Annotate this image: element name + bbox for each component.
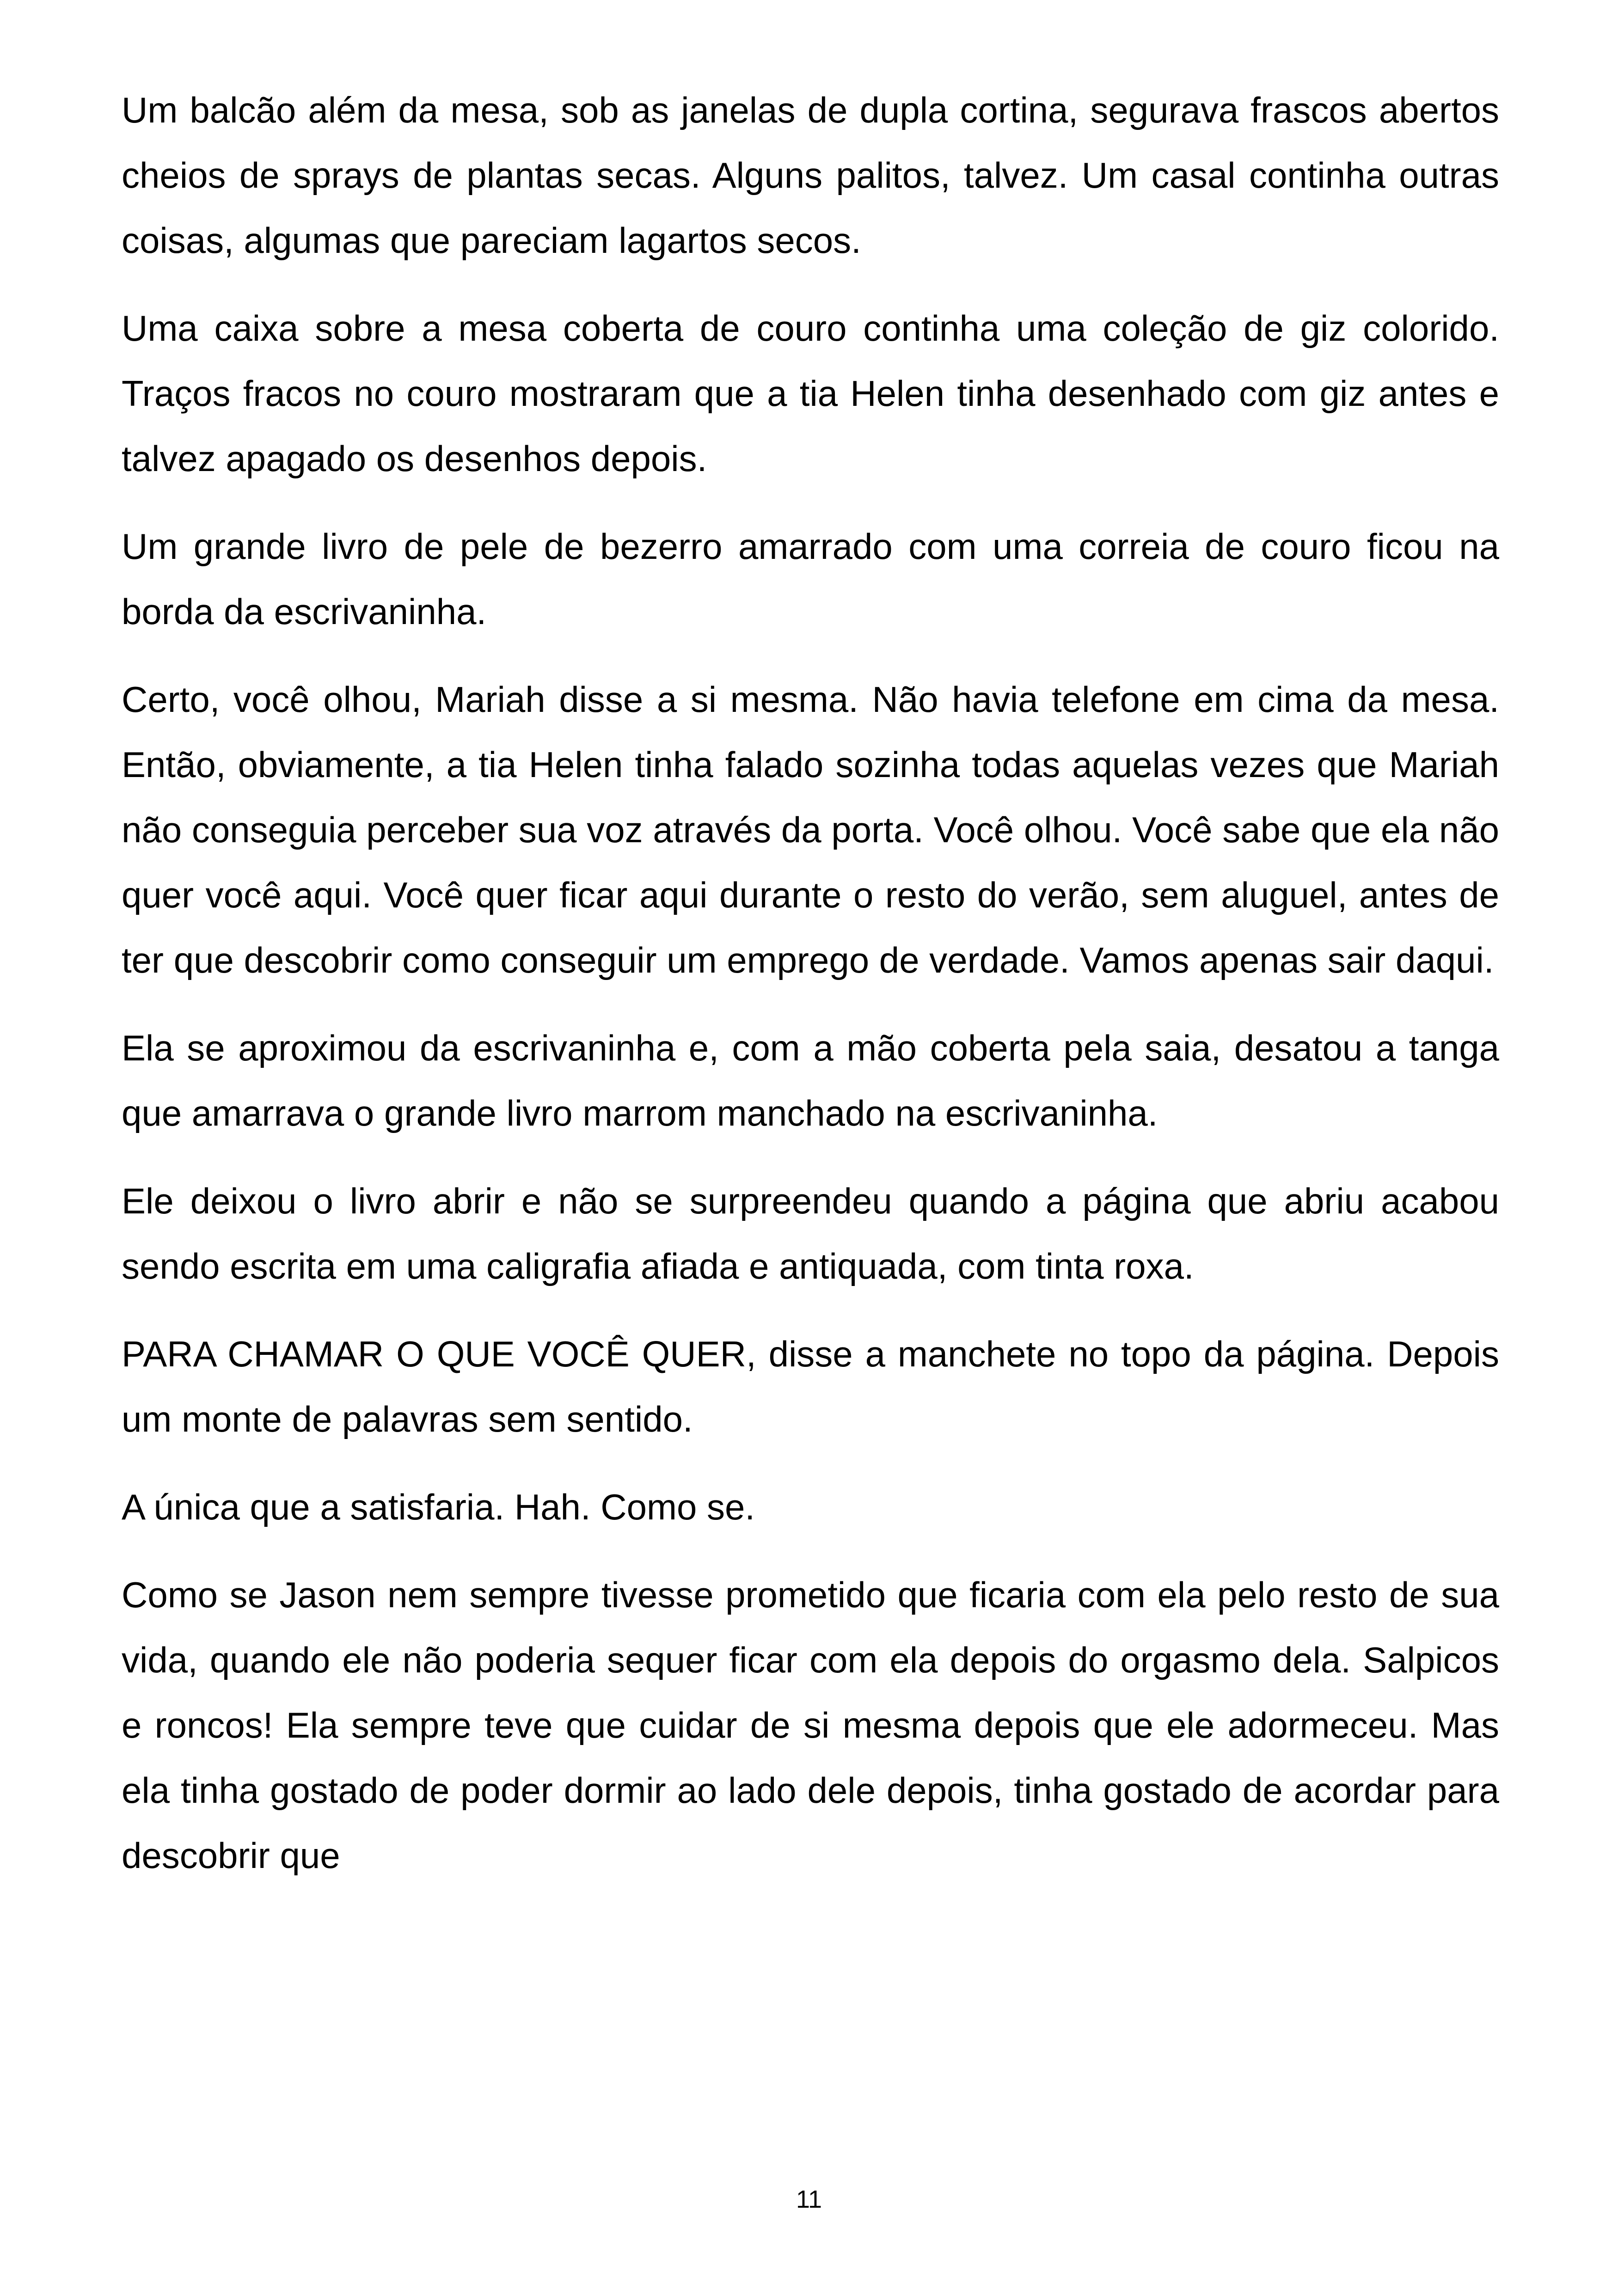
paragraph-4: Certo, você olhou, Mariah disse a si mesma. Não havia telefone em cima da mesa. Então, obviamente, a tia Helen tinha falado sozinha todas aquelas vezes que Mariah não conseguia perceber sua voz através da porta. Você olhou. Você sabe que ela não quer você aqui. Você quer ficar aqui durante o resto do verão, sem aluguel, antes de ter que descobrir como conseguir um emprego de verdade. Vamos apenas sair daqui. bbox=[122, 679, 1499, 980]
paragraph-2: Uma caixa sobre a mesa coberta de couro continha uma coleção de giz colorido. Traços fracos no couro mostraram que a tia Helen tinha desenhado com giz antes e talvez apagado os desenhos depois. bbox=[122, 308, 1499, 479]
paragraph-6: Ele deixou o livro abrir e não se surpreendeu quando a página que abriu acabou sendo escrita em uma caligrafia afiada e antiquada, com tinta roxa. bbox=[122, 1181, 1499, 1286]
paragraph-5: Ela se aproximou da escrivaninha e, com a mão coberta pela saia, desatou a tanga que amarrava o grande livro marrom manchado na escrivaninha. bbox=[122, 1028, 1499, 1133]
paragraph-3: Um grande livro de pele de bezerro amarrado com uma correia de couro ficou na borda da escrivaninha. bbox=[122, 526, 1499, 632]
paragraph-7: PARA CHAMAR O QUE VOCÊ QUER, disse a manchete no topo da página. Depois um monte de palavras sem sentido. bbox=[122, 1334, 1499, 1439]
paragraph-1: Um balcão além da mesa, sob as janelas de dupla cortina, segurava frascos abertos cheios de sprays de plantas secas. Alguns palitos, talvez. Um casal continha outras coisas, algumas que pareciam lagartos secos. bbox=[122, 90, 1499, 261]
page-body bbox=[122, 78, 1499, 1911]
paragraph-8: A única que a satisfaria. Hah. Como se. bbox=[122, 1487, 755, 1527]
paragraph-9: Como se Jason nem sempre tivesse prometido que ficaria com ela pelo resto de sua vida, quando ele não poderia sequer ficar com ela depois do orgasmo dela. Salpicos e roncos! Ela sempre teve que cuidar de si mesma depois que ele adormeceu. Mas ela tinha gostado de poder dormir ao lado dele depois, tinha gostado de acordar para descobrir que bbox=[122, 1574, 1499, 1876]
page-number: 11 bbox=[796, 2186, 822, 2213]
